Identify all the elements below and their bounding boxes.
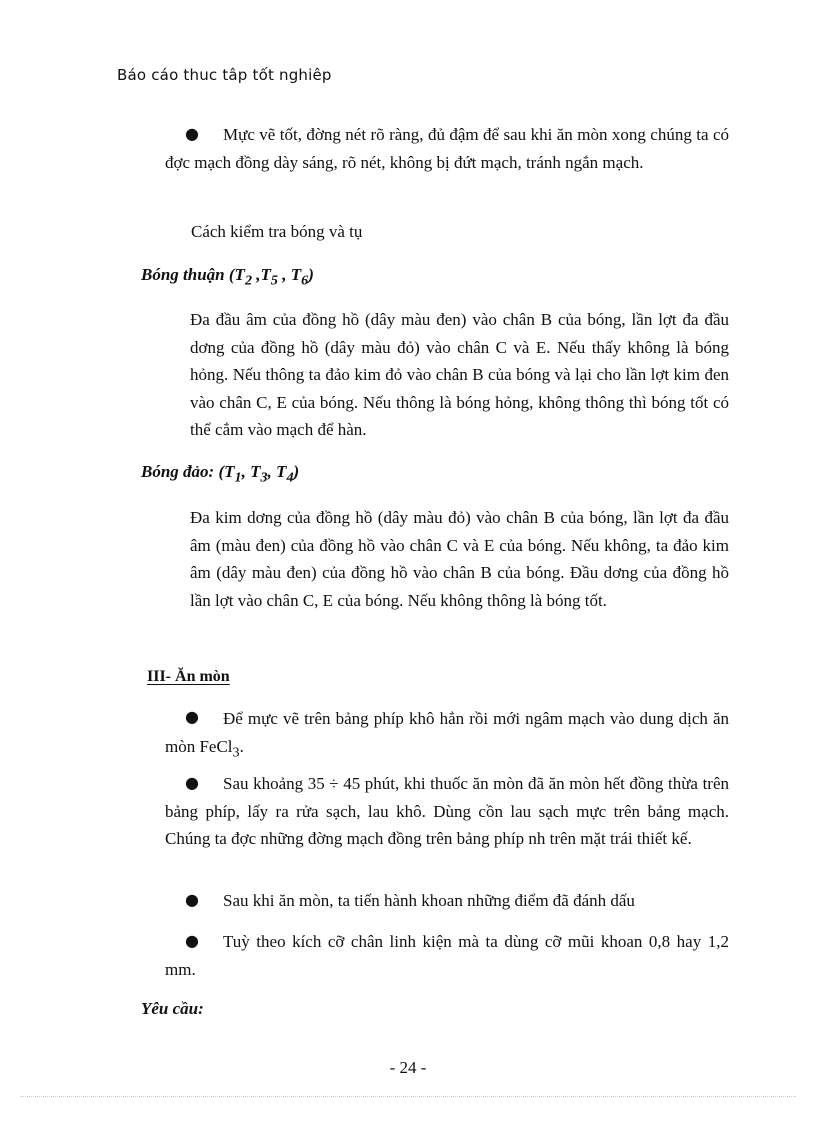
page-bottom-divider <box>20 1096 796 1097</box>
page-number: - 24 - <box>389 1058 427 1077</box>
running-header: Báo cáo thuc tâp tốt nghiêp <box>117 66 332 84</box>
heading-pnp: Bóng đảo: ($T_1$, $T_3$, $T_4$) <box>141 462 300 486</box>
requirements-heading: Yêu cầu: <box>141 999 204 1018</box>
bullet-paragraph-ink <box>165 121 729 176</box>
bullet-paragraph-drill-size: Tuỳ theo kích cỡ chân linh kiện mà ta dùng cỡ mũi khoan 0,8 hay 1,2 mm. <box>165 932 729 979</box>
bullet-icon: ● <box>185 931 199 950</box>
bullet-icon: ● <box>185 890 199 909</box>
bullet-icon: ● <box>185 773 199 792</box>
paragraph-npn-test: Đa đầu âm của đồng hồ (dây màu đen) vào chân B của bóng, lần lợt đa đầu dơng của đồng hồ (dây màu đỏ) vào chân C và E. Nếu thấy không là bóng hỏng. Nếu thông ta đảo kim đỏ vào chân B của bóng và lại cho lần lợt kim đen vào chân C, E của bóng. Nếu thông là bóng hỏng, không thông thì bóng tốt có thể cắm vào mạch để hàn. <box>190 310 729 439</box>
bullet-paragraph-clean: Sau khoảng 35 ÷ 45 phút, khi thuốc ăn mòn đã ăn mòn hết đồng thừa trên bảng phíp, lấy ra rửa sạch, lau khô. Dùng cồn lau sạch mực trên bảng mạch. Chúng ta đợc những đờng mạch đồng trên bảng phíp nh trên mặt trái thiết kế. <box>165 774 729 848</box>
bullet-icon: ● <box>185 707 199 726</box>
heading-npn: Bóng thuận ($T_2$ $,T_5$ , $T_6$) <box>141 265 314 289</box>
paragraph-pnp-test: Đa kim dơng của đồng hồ (dây màu đỏ) vào chân B của bóng, lần lợt đa đầu âm (màu đen) của đồng hồ vào chân C và E của bóng. Nếu không, ta đảo kim âm (dây màu đen) của đồng hồ vào chân B của bóng. Đầu dơng của đồng hồ lần lợt vào chân C, E của bóng. Nếu không thông là bóng tốt. <box>190 508 729 610</box>
bullet-icon: ● <box>185 124 199 143</box>
bullet-paragraph-drill-points: Sau khi ăn mòn, ta tiến hành khoan những điểm đã đánh dấu <box>223 891 635 910</box>
section-title-etching: III- Ăn mòn <box>147 668 230 685</box>
bullet-paragraph-soak: Để mực vẽ trên bảng phíp khô hẳn rồi mới ngâm mạch vào dung dịch ăn mòn FeCl$_3$. <box>165 709 729 760</box>
bullet-text: Mực vẽ tốt, đờng nét rõ ràng, đủ đậm để sau khi ăn mòn xong chúng ta có đợc mạch đồng dày sáng, rõ nét, không bị đứt mạch, tránh ngắn mạch. <box>165 125 729 172</box>
check-title: Cách kiểm tra bóng và tụ <box>191 222 363 241</box>
